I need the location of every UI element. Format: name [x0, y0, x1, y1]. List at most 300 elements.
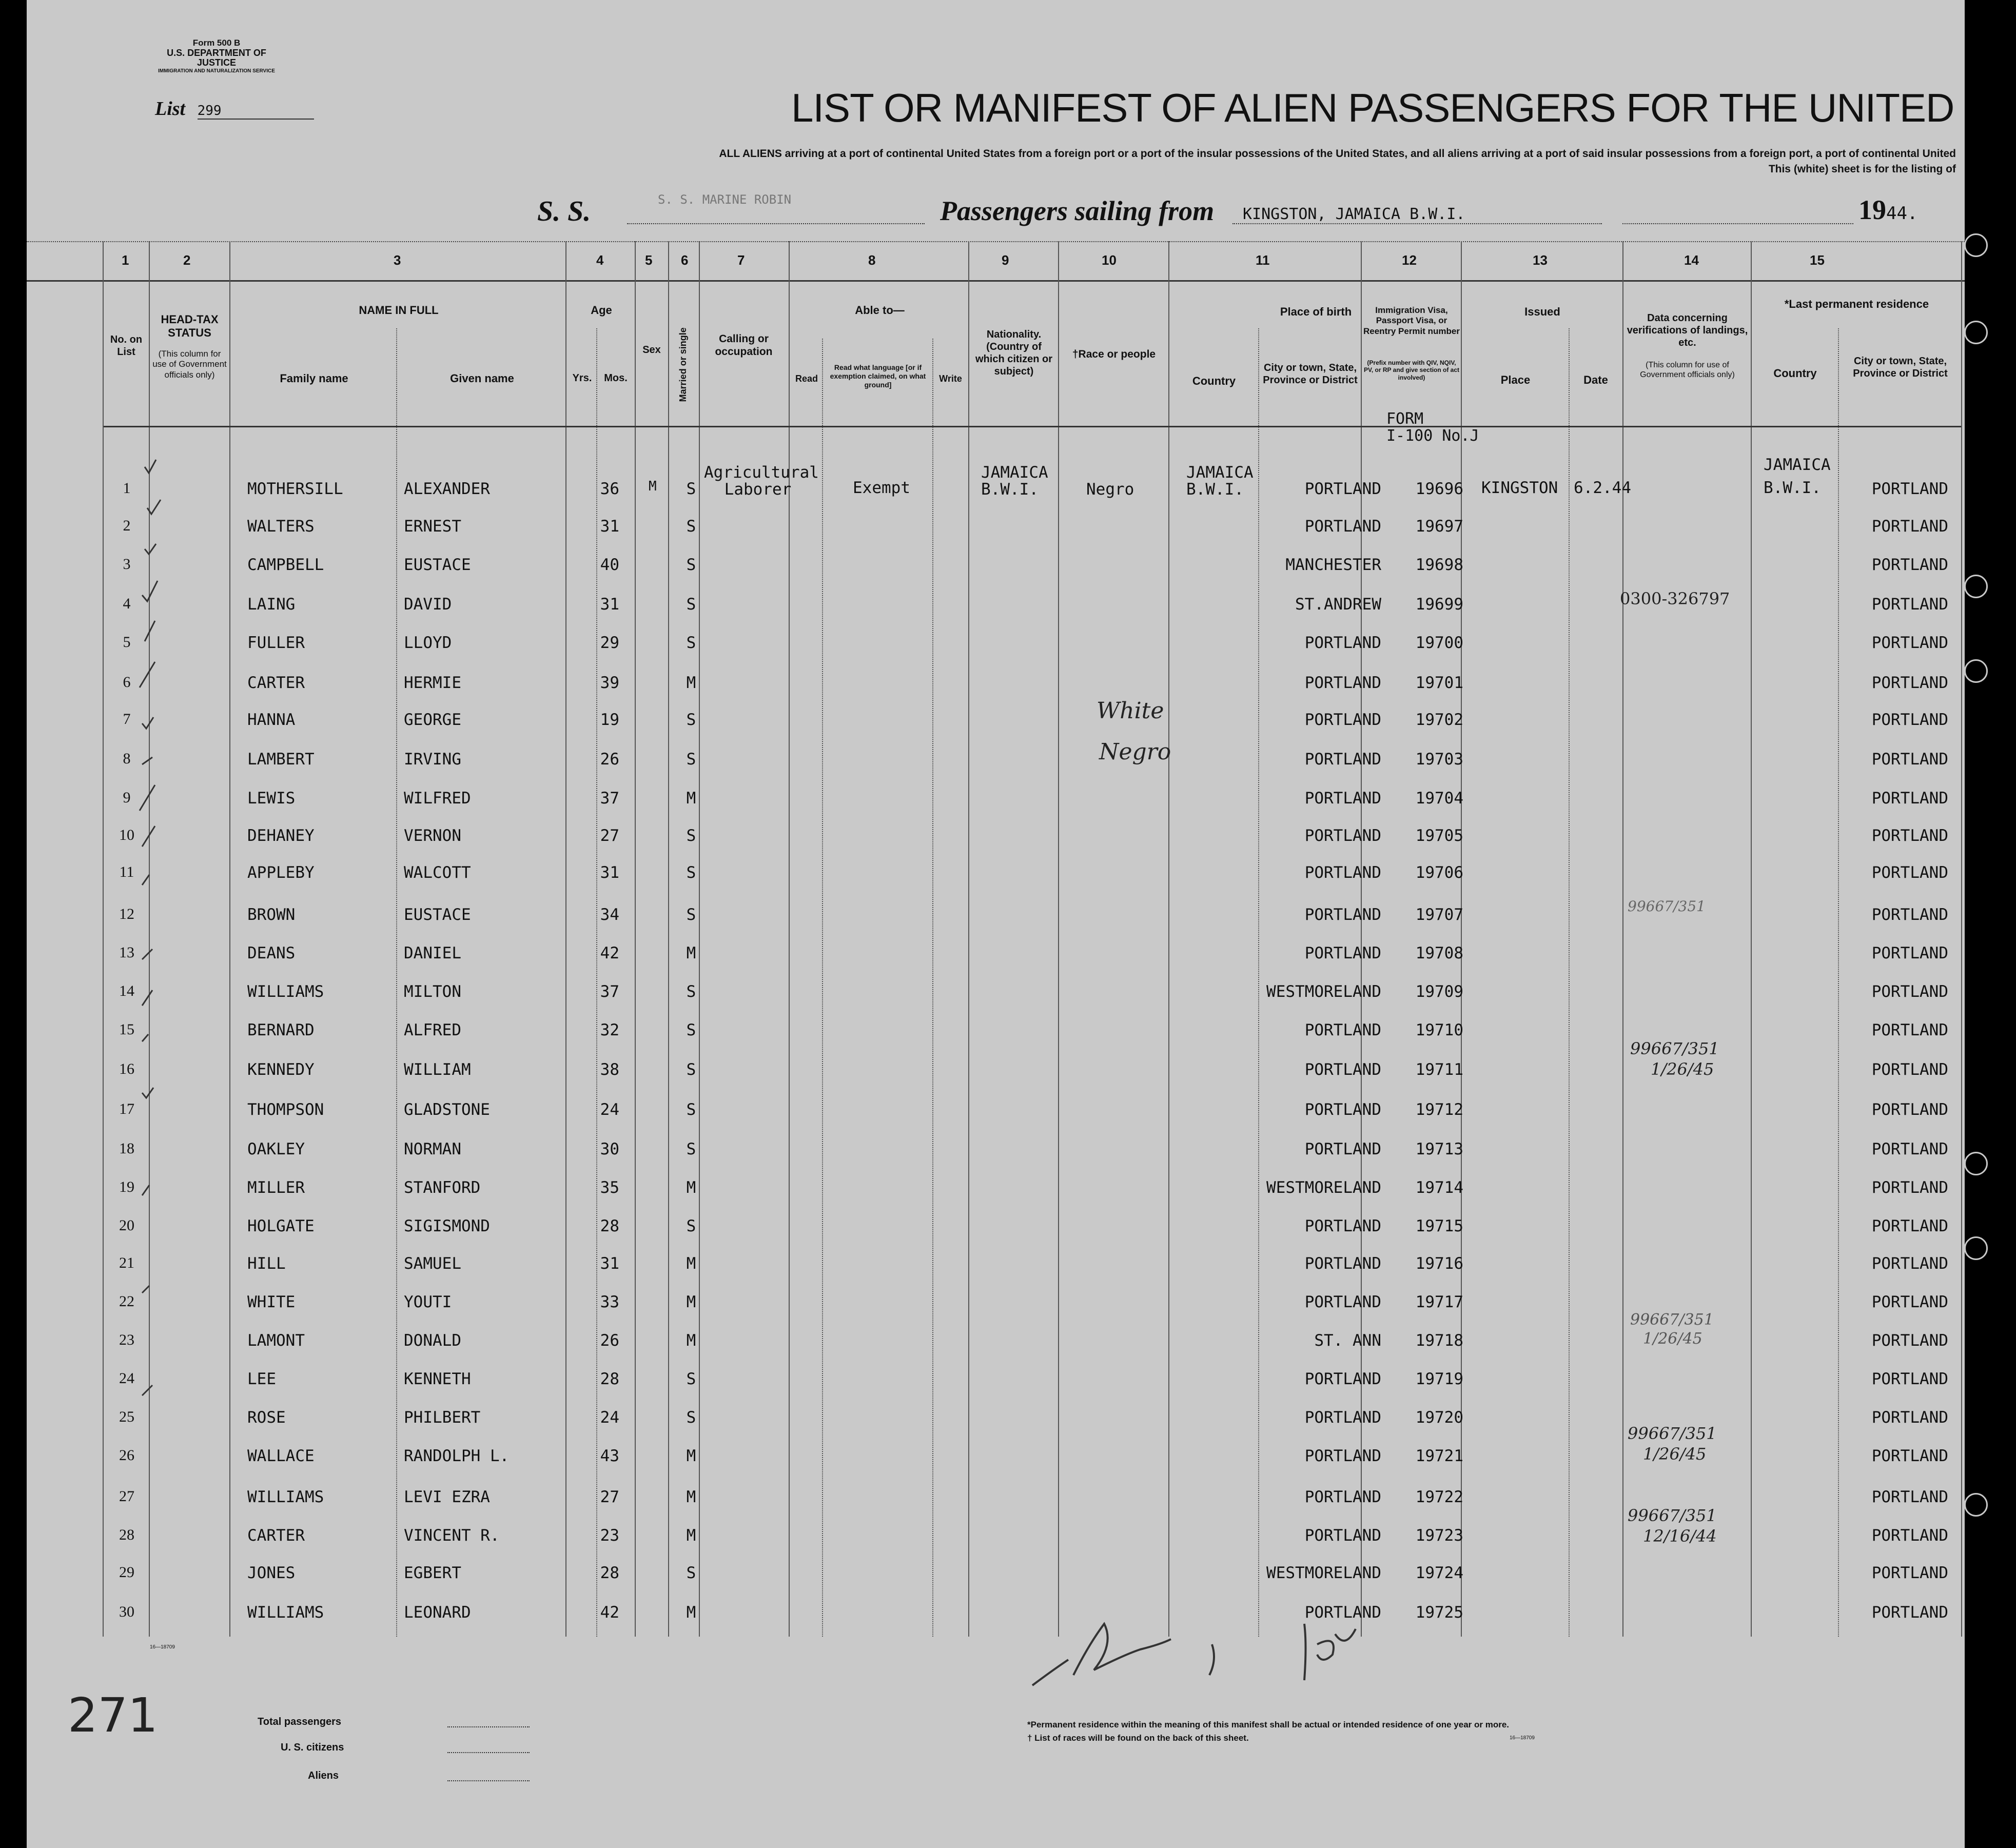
marital-status: S: [686, 982, 696, 1001]
col-num-3: 3: [394, 252, 401, 268]
family-name: HILL: [247, 1254, 286, 1273]
col-num-7: 7: [737, 252, 745, 268]
row-number: 24: [119, 1370, 134, 1387]
col-num-12: 12: [1402, 252, 1417, 268]
punch-hole: [1964, 233, 1988, 257]
footer-code-left: 16—18709: [150, 1644, 175, 1650]
given-name: LLOYD: [404, 634, 452, 652]
header-calling: Calling or occupation: [715, 333, 773, 358]
family-name: LEWIS: [247, 789, 296, 808]
visa-number: 19703: [1415, 750, 1463, 769]
marital-status: M: [686, 1526, 696, 1545]
header-issued-date: Date: [1583, 373, 1608, 386]
given-name: EUSTACE: [404, 556, 471, 574]
visa-number: 19723: [1415, 1526, 1463, 1545]
birth-city: PORTLAND: [1304, 1370, 1381, 1388]
family-name: CARTER: [247, 1526, 305, 1545]
col-num-10: 10: [1102, 252, 1117, 268]
given-name: WALCOTT: [404, 863, 471, 882]
visa-number: 19725: [1415, 1603, 1463, 1622]
header-head-tax: HEAD-TAX STATUS: [161, 313, 219, 340]
family-name: APPLEBY: [247, 863, 315, 882]
family-name: DEHANEY: [247, 827, 315, 845]
age-years: 33: [600, 1293, 619, 1311]
residence-city: PORTLAND: [1871, 1178, 1948, 1197]
given-name: DAVID: [404, 595, 452, 614]
family-name: DEANS: [247, 944, 296, 962]
family-name: WALLACE: [247, 1447, 315, 1465]
passenger-row: [27, 517, 1965, 538]
birth-city: WESTMORELAND: [1266, 982, 1381, 1001]
age-years: 30: [600, 1140, 619, 1158]
marital-status: S: [686, 595, 696, 614]
family-name: LAMONT: [247, 1331, 305, 1350]
birth-city: PORTLAND: [1304, 863, 1381, 882]
birth-city: PORTLAND: [1304, 674, 1381, 692]
header-sex: Sex: [642, 344, 661, 356]
residence-city: PORTLAND: [1871, 863, 1948, 882]
age-years: 26: [600, 750, 619, 769]
row-number: 11: [119, 863, 134, 880]
given-name: LEVI EZRA: [404, 1488, 490, 1506]
footer-aliens: Aliens: [308, 1770, 339, 1781]
visa-number: 19718: [1415, 1331, 1463, 1350]
given-name: VINCENT R.: [404, 1526, 500, 1545]
row-number: 2: [123, 517, 131, 534]
passenger-row: [27, 556, 1965, 576]
visa-number: 19705: [1415, 827, 1463, 845]
row-number: 20: [119, 1217, 134, 1234]
header-verifications-note: (This column for use of Government officials only): [1640, 361, 1735, 380]
year-prefix: 19: [1858, 194, 1886, 225]
residence-city: PORTLAND: [1871, 517, 1948, 536]
birth-city: PORTLAND: [1304, 750, 1381, 769]
age-years: 31: [600, 863, 619, 882]
punch-hole: [1964, 575, 1988, 598]
marital-status: S: [686, 863, 696, 882]
col-num-1: 1: [122, 252, 129, 268]
marital-status: S: [686, 1060, 696, 1079]
signature-scrawl: [1027, 1614, 1397, 1696]
passenger-row: [27, 711, 1965, 731]
footer-note-residence: *Permanent residence within the meaning of this manifest shall be actual or intended residence of one year or more.: [1027, 1720, 1510, 1729]
punch-hole: [1964, 1152, 1988, 1175]
header-age: Age: [591, 304, 612, 317]
page-title: LIST OR MANIFEST OF ALIEN PASSENGERS FOR THE UNITED: [791, 85, 1954, 130]
row-number: 14: [119, 982, 134, 999]
age-years: 27: [600, 827, 619, 845]
footer-total-passengers: Total passengers: [258, 1716, 342, 1727]
res-country-line-1: JAMAICA: [1764, 456, 1831, 474]
given-name: KENNETH: [404, 1370, 471, 1388]
issued-date-value: 6.2.44: [1574, 479, 1631, 497]
row-number: 18: [119, 1140, 134, 1157]
visa-number: 19713: [1415, 1140, 1463, 1158]
age-years: 42: [600, 1603, 619, 1622]
residence-city: PORTLAND: [1871, 906, 1948, 924]
vessel-name-line: [627, 223, 925, 224]
year-suffix: 44.: [1886, 203, 1918, 224]
row-number: 27: [119, 1488, 134, 1505]
residence-city: PORTLAND: [1871, 634, 1948, 652]
total-line: [447, 1726, 530, 1727]
marital-status: S: [686, 1021, 696, 1039]
col-num-9: 9: [1002, 252, 1009, 268]
age-years: 27: [600, 1488, 619, 1506]
family-name: WILLIAMS: [247, 1488, 324, 1506]
residence-city: PORTLAND: [1871, 556, 1948, 574]
birth-city: PORTLAND: [1304, 517, 1381, 536]
passenger-row: [27, 1564, 1965, 1584]
row-number: 7: [123, 711, 131, 728]
marital-status: M: [686, 1488, 696, 1506]
passenger-row: [27, 1178, 1965, 1199]
birth-city: PORTLAND: [1304, 1526, 1381, 1545]
visa-number: 19701: [1415, 674, 1463, 692]
birth-city: PORTLAND: [1304, 634, 1381, 652]
birth-city: PORTLAND: [1304, 1293, 1381, 1311]
passenger-row: [27, 1370, 1965, 1390]
residence-city: PORTLAND: [1871, 1254, 1948, 1273]
header-name-in-full: NAME IN FULL: [359, 304, 439, 317]
family-name: HANNA: [247, 711, 296, 729]
row-number: 16: [119, 1060, 134, 1077]
header-married-single: Married or single: [678, 327, 689, 402]
residence-city: PORTLAND: [1871, 1293, 1948, 1311]
birth-city: PORTLAND: [1304, 1140, 1381, 1158]
department-name: U.S. DEPARTMENT OF JUSTICE: [167, 47, 266, 68]
given-name: SAMUEL: [404, 1254, 461, 1273]
residence-city: PORTLAND: [1871, 1100, 1948, 1119]
issued-place-value: KINGSTON: [1481, 479, 1558, 497]
visa-number: 19698: [1415, 556, 1463, 574]
header-nationality: Nationality. (Country of which citizen or subject): [975, 329, 1053, 377]
handwritten-verification-23b: 1/26/45: [1643, 1330, 1702, 1348]
residence-city: PORTLAND: [1871, 1217, 1948, 1235]
visa-number: 19702: [1415, 711, 1463, 729]
given-name: GLADSTONE: [404, 1100, 490, 1119]
visa-number: 19724: [1415, 1564, 1463, 1582]
residence-city: PORTLAND: [1871, 595, 1948, 614]
given-name: EUSTACE: [404, 906, 471, 924]
given-name: HERMIE: [404, 674, 461, 692]
marital-status: S: [686, 517, 696, 536]
passenger-row: [27, 1488, 1965, 1508]
age-years: 43: [600, 1447, 619, 1465]
row-number: 22: [119, 1293, 134, 1310]
sailing-year: [1858, 194, 1917, 226]
age-years: 32: [600, 1021, 619, 1039]
row-number: 9: [123, 789, 131, 806]
marital-status: S: [686, 906, 696, 924]
race-value: Negro: [1086, 480, 1134, 499]
residence-city: PORTLAND: [1871, 1408, 1948, 1427]
marital-status: M: [686, 674, 696, 692]
row-number: 4: [123, 595, 131, 612]
residence-city: PORTLAND: [1871, 1488, 1948, 1506]
passenger-row: [27, 1140, 1965, 1161]
age-years: 34: [600, 906, 619, 924]
visa-number: 19721: [1415, 1447, 1463, 1465]
family-name: LAMBERT: [247, 750, 315, 769]
marital-status: S: [686, 1140, 696, 1158]
citizens-line: [447, 1752, 530, 1753]
age-years: 37: [600, 789, 619, 808]
passenger-row: [27, 1293, 1965, 1313]
handwritten-verification-28a: 99667/351: [1628, 1506, 1717, 1525]
given-name: SIGISMOND: [404, 1217, 490, 1235]
sex-value: M: [649, 479, 657, 494]
birth-city: PORTLAND: [1304, 480, 1381, 498]
row-number: 8: [123, 750, 131, 767]
passenger-row: [27, 863, 1965, 884]
passenger-row: [27, 480, 1965, 500]
header-place-of-birth: Place of birth: [1280, 305, 1352, 318]
passenger-row: [27, 1254, 1965, 1275]
age-years: 28: [600, 1217, 619, 1235]
departure-port: KINGSTON, JAMAICA B.W.I.: [1243, 205, 1465, 223]
marital-status: S: [686, 1370, 696, 1388]
visa-number: 19717: [1415, 1293, 1463, 1311]
birth-country-line-2: B.W.I.: [1186, 480, 1244, 499]
header-res-country: Country: [1773, 367, 1817, 380]
subtitle-line-2: This (white) sheet is for the listing of: [1768, 163, 1956, 175]
family-name: KENNEDY: [247, 1060, 315, 1079]
row-number: 30: [119, 1603, 134, 1620]
col-num-8: 8: [868, 252, 876, 268]
form-reference-line1: FORM: [1386, 410, 1424, 428]
marital-status: M: [686, 1603, 696, 1622]
row-number: 3: [123, 556, 131, 573]
visa-number: 19696: [1415, 480, 1463, 498]
col-num-5: 5: [645, 252, 653, 268]
handwritten-race-white: White: [1097, 698, 1164, 724]
header-able-to: Able to—: [855, 304, 905, 317]
marital-status: M: [686, 1331, 696, 1350]
age-years: 42: [600, 944, 619, 962]
residence-city: PORTLAND: [1871, 1331, 1948, 1350]
handwritten-verification-12: 99667/351: [1628, 898, 1706, 915]
row-number: 12: [119, 906, 134, 922]
family-name: HOLGATE: [247, 1217, 315, 1235]
family-name: CAMPBELL: [247, 556, 324, 574]
age-years: 19: [600, 711, 619, 729]
family-name: BERNARD: [247, 1021, 315, 1039]
birth-city: PORTLAND: [1304, 1408, 1381, 1427]
occupation-value: Agricultural Laborer: [704, 463, 819, 499]
nationality-line-1: JAMAICA: [981, 463, 1048, 482]
visa-number: 19700: [1415, 634, 1463, 652]
given-name: WILFRED: [404, 789, 471, 808]
family-name: WHITE: [247, 1293, 296, 1311]
age-years: 31: [600, 1254, 619, 1273]
header-race: †Race or people: [1072, 348, 1156, 360]
given-name: LEONARD: [404, 1603, 471, 1622]
handwritten-verification-16a: 99667/351: [1630, 1039, 1719, 1058]
age-years: 24: [600, 1100, 619, 1119]
header-verifications: Data concerning verifications of landings, etc.: [1627, 312, 1748, 348]
age-years: 23: [600, 1526, 619, 1545]
passenger-row: [27, 1100, 1965, 1121]
family-name: WILLIAMS: [247, 982, 324, 1001]
residence-city: PORTLAND: [1871, 1564, 1948, 1582]
col-num-4: 4: [596, 252, 604, 268]
family-name: MILLER: [247, 1178, 305, 1197]
given-name: ERNEST: [404, 517, 461, 536]
marital-status: S: [686, 634, 696, 652]
marital-status: S: [686, 480, 696, 498]
family-name: BROWN: [247, 906, 296, 924]
age-years: 28: [600, 1564, 619, 1582]
birth-city: PORTLAND: [1304, 711, 1381, 729]
residence-city: PORTLAND: [1871, 982, 1948, 1001]
handwritten-verification-4: 0300-326797: [1620, 589, 1730, 608]
marital-status: M: [686, 789, 696, 808]
visa-number: 19722: [1415, 1488, 1463, 1506]
family-name: LAING: [247, 595, 296, 614]
visa-number: 19714: [1415, 1178, 1463, 1197]
header-separator: [104, 426, 1961, 427]
form-reference-line2: I-100 No.J: [1386, 427, 1479, 445]
row-number: 23: [119, 1331, 134, 1348]
marital-status: M: [686, 1178, 696, 1197]
passenger-row: [27, 789, 1965, 810]
given-name: WILLIAM: [404, 1060, 471, 1079]
given-name: DANIEL: [404, 944, 461, 962]
given-name: ALFRED: [404, 1021, 461, 1039]
visa-number: 19715: [1415, 1217, 1463, 1235]
residence-city: PORTLAND: [1871, 480, 1948, 498]
given-name: VERNON: [404, 827, 461, 845]
visa-number: 19699: [1415, 595, 1463, 614]
birth-country-line-1: JAMAICA: [1186, 463, 1254, 482]
row-number: 10: [119, 827, 134, 843]
age-years: 31: [600, 595, 619, 614]
residence-city: PORTLAND: [1871, 1447, 1948, 1465]
age-years: 24: [600, 1408, 619, 1427]
residence-city: PORTLAND: [1871, 674, 1948, 692]
marital-status: S: [686, 1564, 696, 1582]
date-line: [1622, 223, 1853, 224]
vessel-name: S. S. MARINE ROBIN: [658, 192, 792, 207]
port-line: [1232, 223, 1602, 224]
header-no-on-list: No. on List: [110, 334, 143, 358]
marital-status: M: [686, 1447, 696, 1465]
age-years: 28: [600, 1370, 619, 1388]
birth-city: MANCHESTER: [1285, 556, 1381, 574]
header-birth-country: Country: [1192, 375, 1236, 387]
row-number: 19: [119, 1178, 134, 1195]
age-years: 37: [600, 982, 619, 1001]
residence-city: PORTLAND: [1871, 1603, 1948, 1622]
header-res-city: City or town, State, Province or District: [1853, 356, 1948, 379]
footer-us-citizens: U. S. citizens: [281, 1742, 344, 1753]
birth-city: PORTLAND: [1304, 1217, 1381, 1235]
header-mos: Mos.: [604, 372, 628, 384]
age-years: 29: [600, 634, 619, 652]
header-issued: Issued: [1524, 305, 1560, 318]
row-number: 17: [119, 1100, 134, 1117]
check-marks: [134, 451, 196, 1642]
given-name: ALEXANDER: [404, 480, 490, 498]
punch-hole: [1964, 321, 1988, 344]
form-reference: [1386, 410, 1479, 444]
header-write: Write: [939, 373, 962, 384]
birth-city: PORTLAND: [1304, 1060, 1381, 1079]
punch-hole: [1964, 1236, 1988, 1260]
residence-city: PORTLAND: [1871, 711, 1948, 729]
header-family-name: Family name: [280, 372, 348, 385]
age-years: 31: [600, 517, 619, 536]
visa-number: 19710: [1415, 1021, 1463, 1039]
col-num-15: 15: [1810, 252, 1825, 268]
header-last-residence: *Last permanent residence: [1784, 298, 1929, 310]
age-years: 26: [600, 1331, 619, 1350]
birth-city: PORTLAND: [1304, 1100, 1381, 1119]
handwritten-verification-26a: 99667/351: [1628, 1424, 1717, 1443]
given-name: RANDOLPH L.: [404, 1447, 510, 1465]
residence-city: PORTLAND: [1871, 789, 1948, 808]
handwritten-race-negro: Negro: [1099, 739, 1171, 765]
punch-hole: [1964, 659, 1988, 683]
subtitle: [442, 146, 1956, 178]
header-read-what: Read what language [or if exemption claimed, on what ground]: [830, 363, 926, 389]
birth-city: ST.ANDREW: [1295, 595, 1381, 614]
handwritten-page-number: 271: [68, 1688, 158, 1743]
residence-city: PORTLAND: [1871, 1140, 1948, 1158]
row-number: 5: [123, 634, 131, 651]
family-name: CARTER: [247, 674, 305, 692]
passenger-row: [27, 750, 1965, 771]
footer-code: 16—18709: [1510, 1735, 1535, 1741]
passenger-row: [27, 982, 1965, 1003]
visa-number: 19719: [1415, 1370, 1463, 1388]
marital-status: S: [686, 827, 696, 845]
row-number: 15: [119, 1021, 134, 1038]
col-num-2: 2: [183, 252, 191, 268]
passenger-row: [27, 1021, 1965, 1041]
given-name: EGBERT: [404, 1564, 461, 1582]
visa-number: 19709: [1415, 982, 1463, 1001]
list-label: List: [155, 98, 186, 120]
family-name: OAKLEY: [247, 1140, 305, 1158]
row-number: 1: [123, 480, 131, 497]
handwritten-verification-16b: 1/26/45: [1651, 1059, 1714, 1079]
sailing-label: Passengers sailing from: [940, 195, 1215, 226]
visa-number: 19712: [1415, 1100, 1463, 1119]
handwritten-verification-23a: 99667/351: [1630, 1311, 1714, 1329]
passenger-row: [27, 944, 1965, 965]
residence-city: PORTLAND: [1871, 944, 1948, 962]
header-given-name: Given name: [450, 372, 514, 385]
birth-city: PORTLAND: [1304, 906, 1381, 924]
given-name: PHILBERT: [404, 1408, 481, 1427]
header-head-tax-note: (This column for use of Government officials only): [152, 349, 227, 380]
age-years: 35: [600, 1178, 619, 1197]
handwritten-verification-26b: 1/26/45: [1643, 1444, 1707, 1464]
handwritten-verification-28b: 12/16/44: [1643, 1526, 1717, 1546]
marital-status: S: [686, 556, 696, 574]
visa-number: 19711: [1415, 1060, 1463, 1079]
residence-city: PORTLAND: [1871, 1370, 1948, 1388]
family-name: ROSE: [247, 1408, 286, 1427]
col-num-13: 13: [1533, 252, 1548, 268]
header-issued-place: Place: [1500, 373, 1531, 386]
marital-status: M: [686, 1254, 696, 1273]
service-name: IMMIGRATION AND NATURALIZATION SERVICE: [158, 68, 275, 74]
passenger-row: [27, 634, 1965, 654]
age-years: 36: [600, 480, 619, 498]
